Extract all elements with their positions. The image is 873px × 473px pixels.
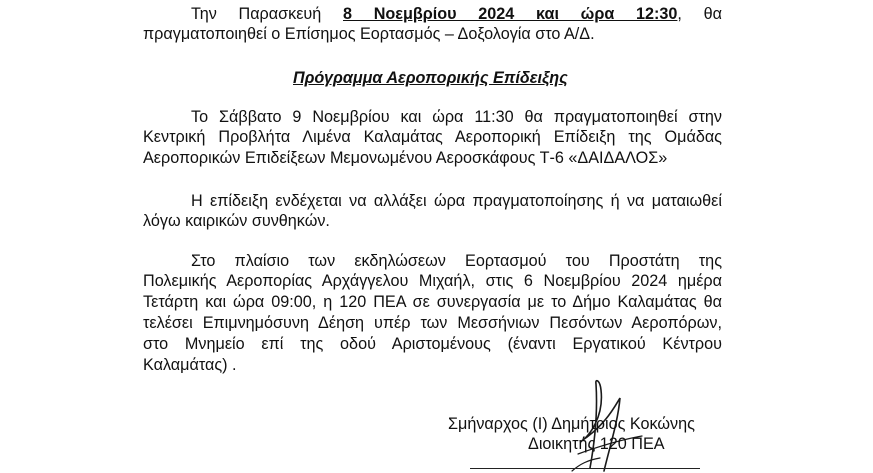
paragraph3-line1: Η επίδειξη ενδέχεται να αλλάξει ώρα πραγματοποίησης ή να ματαιωθεί	[191, 192, 722, 210]
paragraph2-line3: Αεροπορικών Επιδείξεων Μεμονωμένου Αεροσκάφους Τ-6 «ΔΑΙΔΑΛΟΣ»	[143, 149, 668, 167]
paragraph4-line1: Στο πλαίσιο των εκδηλώσεων Εορτασμού του Προστάτη της	[191, 252, 722, 270]
signature-name: Σμήναρχος (Ι) Δημήτριος Κοκώνης	[448, 415, 695, 433]
paragraph1-prefix: Την Παρασκευή	[191, 5, 322, 23]
paragraph1-line1	[191, 4, 722, 24]
paragraph3-line2: λόγω καιρικών συνθηκών.	[143, 212, 330, 230]
paragraph2-line1: Το Σάββατο 9 Νοεμβρίου και ώρα 11:30 θα πραγματοποιηθεί στην	[191, 108, 722, 126]
paragraph4-line2: Πολεμικής Αεροπορίας Αρχάγγελου Μιχαήλ, στις 6 Νοεμβρίου 2024 ημέρα	[143, 272, 722, 290]
paragraph4-line6: Καλαμάτας) .	[143, 356, 237, 374]
paragraph1-suffix: , θα	[677, 5, 722, 23]
paragraph4-line3: Τετάρτη και ώρα 09:00, η 120 ΠΕΑ σε συνεργασία με το Δήμο Καλαμάτας θα	[143, 293, 722, 311]
section-title: Πρόγραμμα Αεροπορικής Επίδειξης	[293, 69, 568, 87]
paragraph2-line2: Κεντρική Προβλήτα Λιμένα Καλαμάτας Αεροπορική Επίδειξη της Ομάδας	[143, 128, 722, 146]
signature-role: Διοικητής 120 ΠΕΑ	[528, 435, 665, 453]
paragraph4-line4: τελέσει Επιμνημόσυνη Δέηση υπέρ των Μεσσήνιων Πεσόντων Αεροπόρων,	[143, 314, 722, 332]
bottom-rule	[470, 468, 700, 469]
paragraph4-line5: στο Μνημείο επί της οδού Αριστομένους (έναντι Εργατικού Κέντρου	[143, 335, 722, 353]
paragraph1-date-time: 8 Νοεμβρίου 2024 και ώρα 12:30	[343, 5, 678, 23]
paragraph1-line2: πραγματοποιηθεί ο Επίσημος Εορτασμός – Δοξολογία στο Α/Δ.	[143, 25, 595, 43]
